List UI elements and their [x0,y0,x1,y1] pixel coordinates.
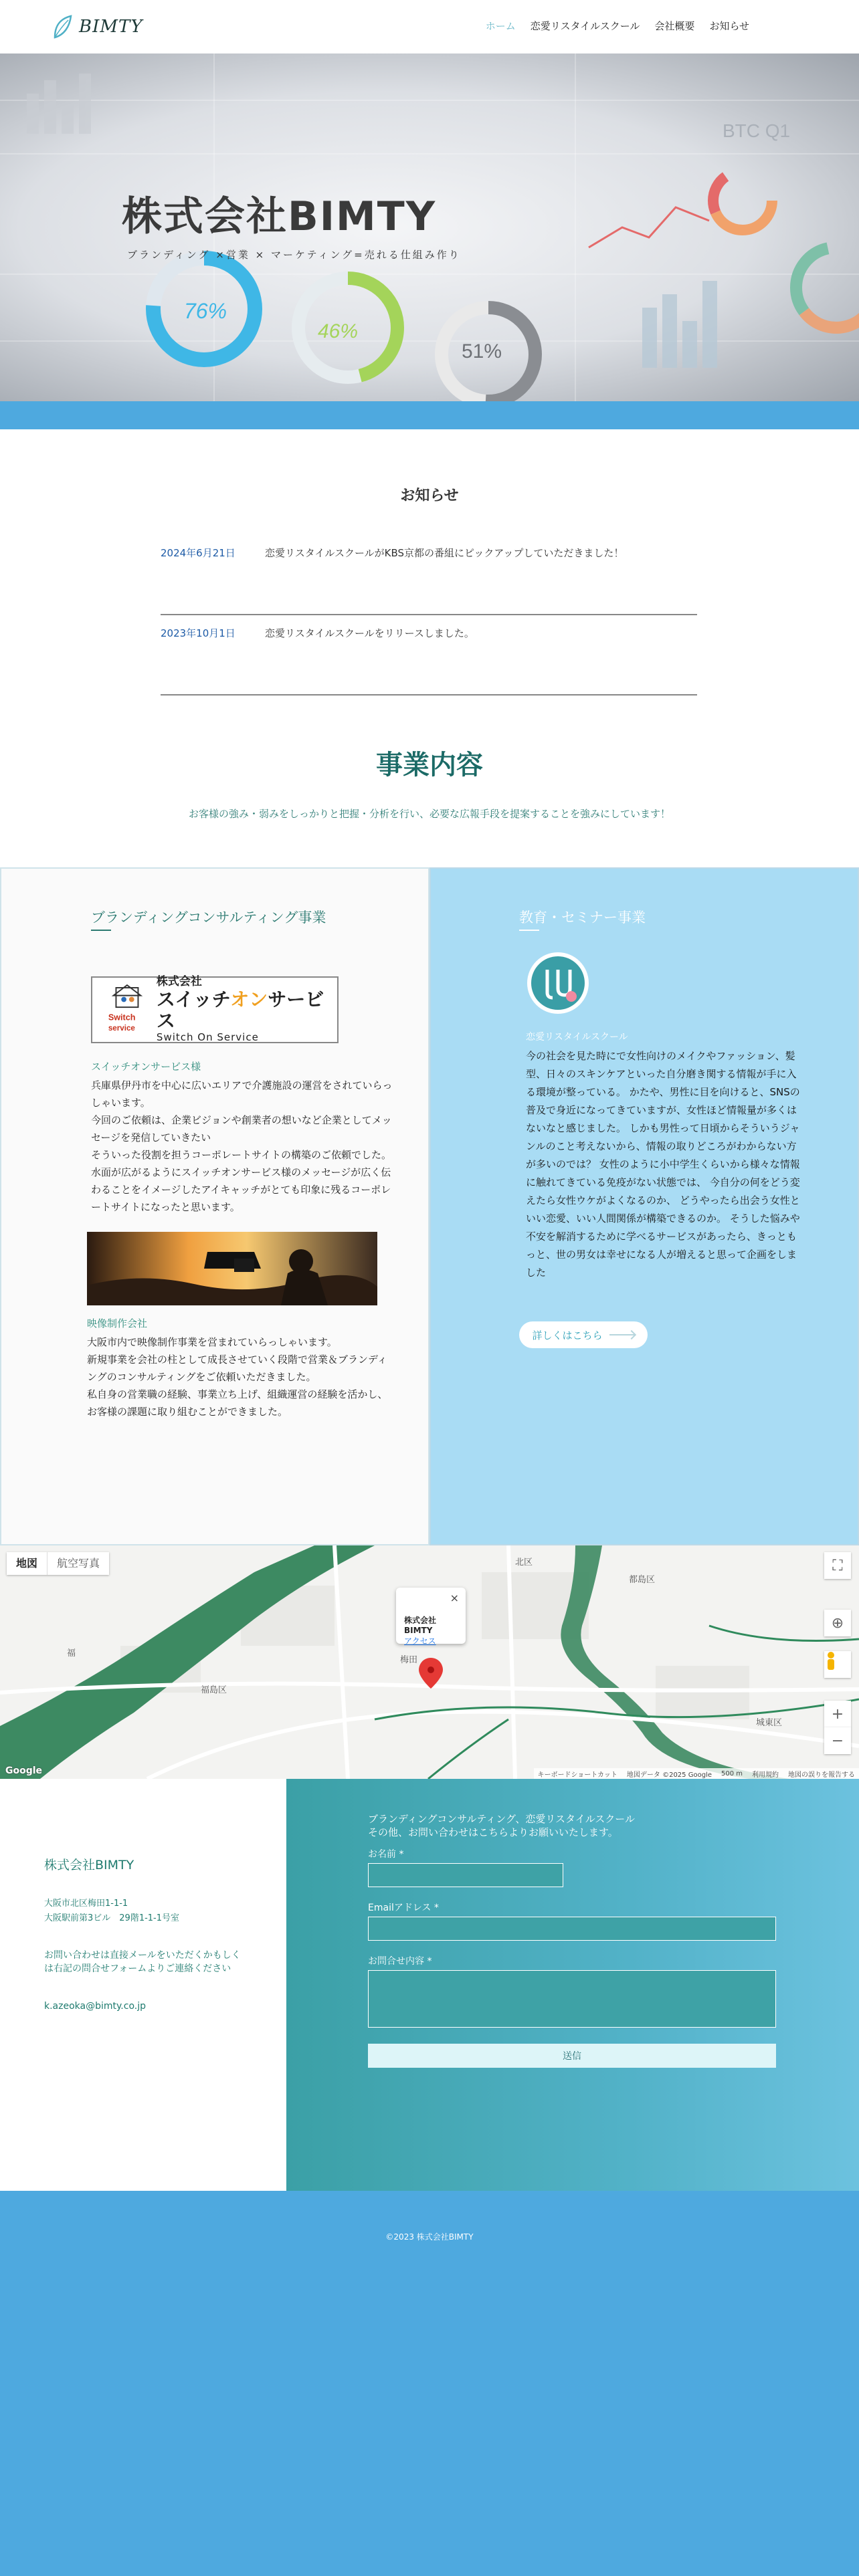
map-label: 都島区 [629,1575,656,1585]
hero-decor-76: 76% [184,299,227,323]
emblem-text-top: Switch [108,1012,136,1023]
restyle-school-logo-icon [526,951,590,1015]
map-label: 梅田 [400,1655,418,1665]
contact-note: お問い合わせは直接メールをいただくかもしくは右記の問合せフォームよりご連絡ください [44,1950,241,1974]
pegman-icon[interactable] [824,1651,851,1678]
sws-name-part: スイッチ [156,988,231,1010]
camera-control-icon[interactable]: ⊕ [824,1610,851,1636]
news-date: 2023年10月1日 [161,627,235,639]
google-logo: Google [5,1765,43,1776]
news-text[interactable]: 恋愛リスタイルスクールをリリースしました。 [265,627,474,639]
keyboard-shortcuts-link[interactable]: キーボードショートカット [537,1771,617,1779]
report-error-link[interactable]: 地図の誤りを報告する [788,1771,855,1779]
arrow-right-icon [609,1334,635,1335]
heading-underline [91,930,111,931]
company-address [44,1897,179,1926]
client-name: 映像制作会社 [87,1317,148,1329]
map-label: 城東区 [756,1718,783,1728]
fullscreen-icon[interactable]: ⛶ [824,1552,851,1579]
map-attribution-bar [534,1768,859,1779]
hero-bottom-band [0,401,859,429]
address-line: 大阪市北区梅田1-1-1 [44,1899,128,1909]
name-label: お名前 * [368,1849,404,1860]
sws-english-name: Switch On Service [156,1031,259,1044]
map-label: 北区 [515,1558,533,1568]
map-tiles [0,1545,859,1779]
news-item[interactable] [161,535,697,615]
hero-banner [0,53,859,401]
map-scale[interactable]: 500 m [721,1769,743,1778]
site-header [0,0,859,53]
client-name: スイッチオンサービス様 [91,1061,201,1073]
switch-on-emblem-icon [104,983,150,1037]
map-type-control [7,1552,109,1575]
hero-decor-46: 46% [318,320,359,342]
form-intro-line: その他、お問い合わせはこちらよりお願いいたします。 [368,1826,618,1838]
name-input[interactable] [368,1863,563,1887]
nav-restyle-school[interactable]: 恋愛リスタイルスクール [530,20,640,32]
contact-email[interactable]: k.azeoka@bimty.co.jp [44,2001,146,2012]
message-textarea[interactable] [368,1970,776,2028]
form-intro-line: ブランディングコンサルティング、恋愛リスタイルスクール [368,1813,636,1825]
client-description: 大阪市内で映像制作事業を営まれていらっしゃいます。 新規事業を会社の柱として成長させていく段階で営業＆ブランディングのコンサルティングをご依頼いただきました。 私自身の営業職の経験、事業立ち上げ、組織運営の経験を活かし、お客様の課題に取り組むことができました。 [87,1336,388,1418]
logo-text: BIMTY [79,17,143,37]
address-line: 大阪駅前第3ビル 29階1-1-1号室 [44,1913,180,1923]
emblem-text-bottom: service [108,1024,135,1033]
site-logo[interactable] [52,13,143,40]
map-data-credit: 地図データ ©2025 Google [626,1771,712,1779]
map-label: 福 [67,1648,76,1658]
map-type-satellite[interactable]: 航空写真 [47,1552,109,1575]
main-nav [486,19,749,33]
copyright: ©2023 株式会社BIMTY [385,2232,474,2242]
terms-link[interactable]: 利用規約 [752,1771,779,1779]
email-label: Emailアドレス * [368,1903,439,1913]
news-section-title: お知らせ [400,488,459,504]
news-item[interactable] [161,615,697,695]
form-intro [368,1812,635,1839]
map-access-link[interactable]: アクセス [404,1636,436,1646]
news-date: 2024年6月21日 [161,547,235,559]
sws-company-name [157,989,337,1032]
nav-home[interactable]: ホーム [485,20,516,32]
client-description: 兵庫県伊丹市を中心に広いエリアで介護施設の運営をされていらっしゃいます。 今回のご依頼は、企業ビジョンや創業者の想いなど企業としてメッセージを発信していきたい そういった役割を担うコーポレートサイトの構築のご依頼でした。 水面が広がるようにスイッチオンサービス様のメッセージが広く伝わることをイメージしたアイキャッチがとても印象に残るコーポレートサイトになったと思います。 [91,1079,393,1213]
message-label: お問合せ内容 * [368,1956,432,1967]
zoom-out-button[interactable]: − [824,1727,851,1754]
nav-news[interactable]: お知らせ [709,20,749,32]
sws-name-part: サービス [156,988,324,1033]
map-info-window [396,1588,466,1644]
map-info-name: 株式会社BIMTY [404,1616,437,1635]
learn-more-label: 詳しくはこちら [532,1329,603,1341]
map-type-roadmap[interactable]: 地図 [16,1557,38,1570]
nav-company[interactable]: 会社概要 [654,20,695,32]
site-footer [0,2191,859,2576]
business-section-subtitle: お客様の強み・弱みをしっかりと把握・分析を行い、必要な広報手段を提案することを強みにしています！ [188,808,670,820]
video-production-photo [87,1232,377,1305]
hero-decor-btc: BTC Q1 [723,120,791,141]
hero-decor-51: 51% [462,340,502,362]
company-name: 株式会社BIMTY [44,1858,134,1872]
zoom-in-button[interactable]: + [824,1701,851,1727]
google-map[interactable] [0,1545,859,1779]
branding-heading: ブランディングコンサルティング事業 [91,909,326,926]
seminar-heading: 教育・セミナー事業 [519,909,646,926]
news-text[interactable]: 恋愛リスタイルスクールがKBS京都の番組にピックアップしていただきました！ [265,547,624,559]
hero-title: 株式会社BIMTY [122,193,437,240]
restyle-school-name: 恋愛リスタイルスクール [526,1032,628,1043]
business-section-title: 事業内容 [376,750,483,780]
sws-company-type: 株式会社 [156,975,202,989]
learn-more-button[interactable] [519,1321,648,1348]
leaf-logo-icon [52,13,75,40]
news-list [161,535,697,695]
restyle-school-description: 今の社会を見た時にで女性向けのメイクやファッション、髪型、日々のスキンケアといった自分磨き関する情報が手に入る環境が整っている。 かたや、男性に目を向けると、SNSの普及で身近になってきていますが、女性ほど情報量が多くはないなと感じました。 しかも男性って日頃からそういうジャンルのこと考えないから、情報の取りどころがわからない方が多いのでは？ 女性のように小中学生くらいから様々な情報に触れてきている免疫がない状態では、 今自分の何をどう変えたら女性ウケがよくなるのか、 どうやったら出会う女性といい恋愛、いい人間関係が構築できるのか。 そうした悩みや不安を解消するために学べるサービスがあったら、きっともっと、世の男女は幸せになる人が増えると思って企画をしました [526,1050,800,1279]
camera-operator-image [87,1232,377,1305]
close-icon[interactable]: × [450,1592,459,1604]
email-input[interactable] [368,1917,776,1941]
submit-button[interactable]: 送信 [368,2044,776,2068]
map-label: 福島区 [201,1685,227,1695]
heading-underline [519,930,539,931]
switch-on-service-logo [91,976,339,1043]
hero-subtitle: ブランディング ×営業 × マーケティング=売れる仕組み作り [127,249,461,261]
company-info-panel [0,1779,286,2191]
sws-name-highlight: オン [230,988,268,1010]
